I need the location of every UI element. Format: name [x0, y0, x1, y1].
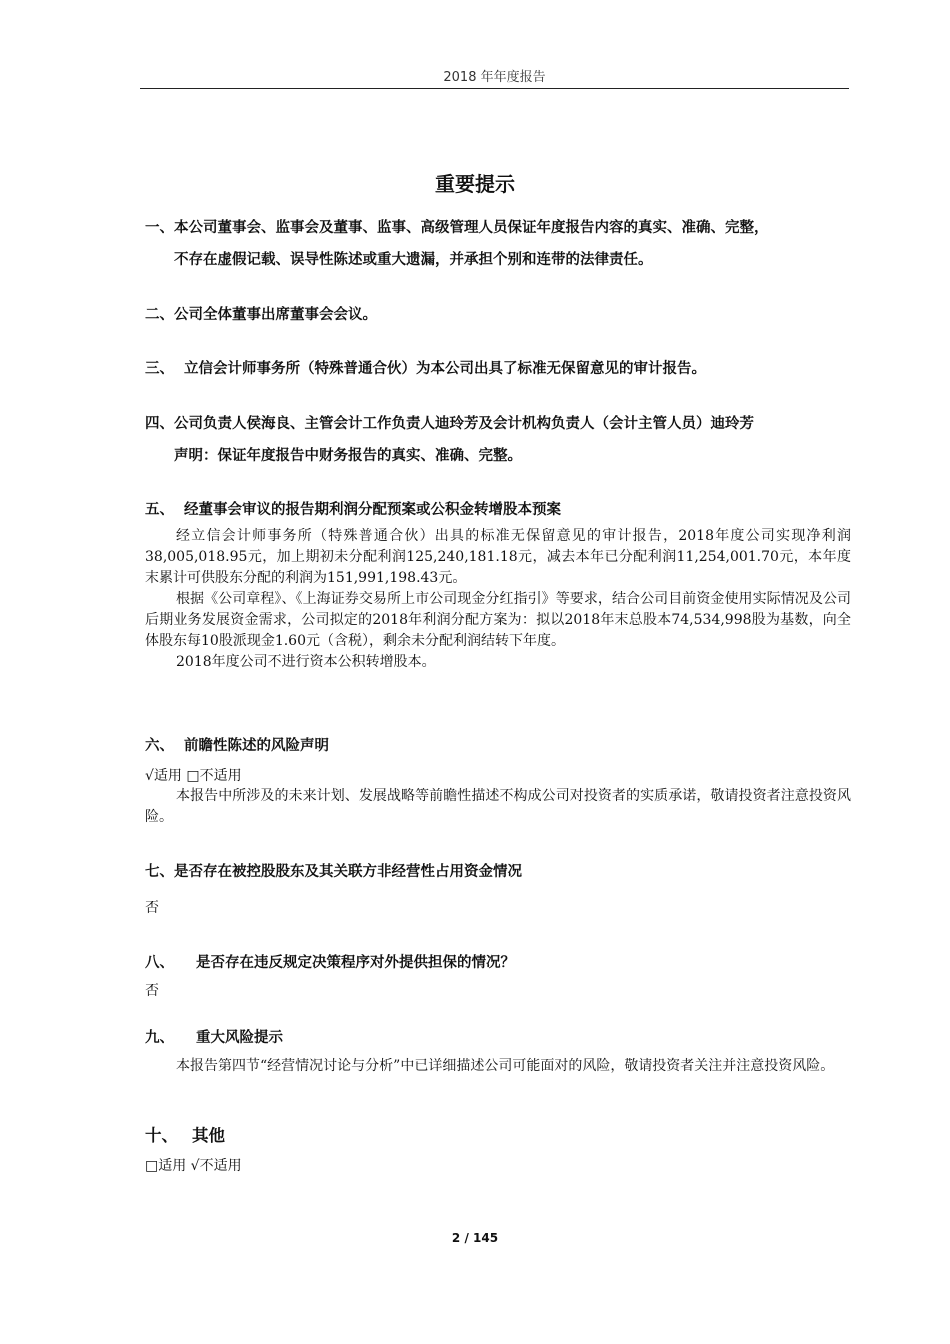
section-8	[145, 947, 851, 1002]
answer-text: 否	[145, 900, 159, 916]
section-1	[145, 212, 851, 276]
section-6	[145, 730, 851, 828]
section-heading: 是否存在违反规定决策程序对外提供担保的情况？	[196, 955, 515, 971]
section-7	[145, 856, 851, 919]
page-number: 2 / 145	[451, 1231, 499, 1245]
paragraph: 根据《公司章程》、《上海证券交易所上市公司现金分红指引》等要求，结合公司目前资金使用实际情况及公司后期业务发展资金需求，公司拟定的2018年利润分配方案为：拟以2018年末总股本74,534,998股为基数，向全体股东每10股派现金1.60元（含税），剩余未分配利润结转下年度。	[145, 591, 851, 649]
section-heading: 重大风险提示	[196, 1030, 283, 1046]
section-heading: 前瞻性陈述的风险声明	[184, 738, 329, 754]
section-heading: 经董事会审议的报告期利润分配预案或公积金转增股本预案	[184, 502, 561, 518]
section-text: 立信会计师事务所（特殊普通合伙）为本公司出具了标准无保留意见的审计报告。	[184, 361, 706, 377]
section-text: 公司全体董事出席董事会会议。	[174, 307, 377, 323]
section-3	[145, 353, 851, 385]
section-9	[145, 1022, 851, 1077]
applicability-options: √适用 □不适用	[145, 768, 242, 784]
section-number: 七、	[145, 864, 174, 880]
paragraph: 本报告中所涉及的未来计划、发展战略等前瞻性描述不构成公司对投资者的实质承诺，敬请投资者注意投资风险。	[145, 788, 851, 825]
header-divider	[140, 88, 849, 89]
section-heading: 其他	[192, 1126, 225, 1145]
paragraph: 经立信会计师事务所（特殊普通合伙）出具的标准无保留意见的审计报告，2018年度公司实现净利润38,005,018.95元，加上期初未分配利润125,240,181.18元，减去本年已分配利润11,254,001.70元，本年度末累计可供股东分配的利润为151,991,198.43元。	[145, 528, 851, 586]
section-text-continued: 声明：保证年度报告中财务报告的真实、准确、完整。	[174, 448, 522, 464]
section-number: 三、	[145, 361, 174, 377]
section-text: 本公司董事会、监事会及董事、监事、高级管理人员保证年度报告内容的真实、准确、完整，	[174, 220, 769, 236]
answer-text: 否	[145, 983, 159, 999]
applicability-options: □适用 √不适用	[145, 1158, 242, 1174]
section-10	[145, 1120, 851, 1176]
page-header: 2018 年年度报告	[443, 70, 546, 85]
section-2	[145, 299, 851, 331]
section-number: 四、	[145, 416, 174, 432]
paragraph: 2018年度公司不进行资本公积转增股本。	[176, 654, 436, 670]
paragraph: 本报告第四节“经营情况讨论与分析”中已详细描述公司可能面对的风险，敬请投资者关注并注意投资风险。	[176, 1058, 835, 1074]
section-text-continued: 不存在虚假记载、误导性陈述或重大遗漏，并承担个别和连带的法律责任。	[174, 252, 653, 268]
page-title: 重要提示	[435, 172, 515, 196]
section-heading: 是否存在被控股股东及其关联方非经营性占用资金情况	[174, 864, 522, 880]
section-text: 公司负责人侯海良、主管会计工作负责人迪玲芳及会计机构负责人（会计主管人员）迪玲芳	[174, 416, 754, 432]
section-5	[145, 494, 851, 673]
section-number: 八、	[145, 955, 174, 971]
section-number: 二、	[145, 307, 174, 323]
section-4	[145, 408, 851, 472]
section-number: 九、	[145, 1030, 174, 1046]
section-number: 一、	[145, 220, 174, 236]
section-number: 十、	[145, 1126, 178, 1145]
section-number: 六、	[145, 738, 174, 754]
section-number: 五、	[145, 502, 174, 518]
